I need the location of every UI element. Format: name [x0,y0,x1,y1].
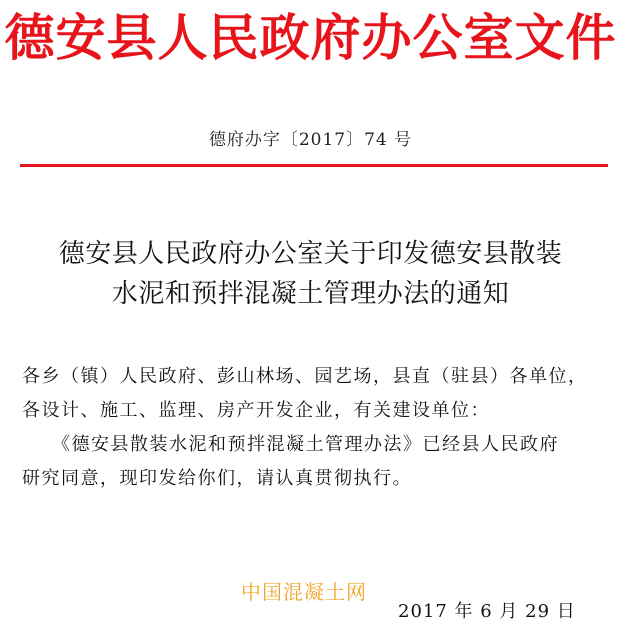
issue-date: 2017 年 6 月 29 日 [398,601,576,622]
site-watermark: 中国混凝土网 [241,580,367,604]
notice-title [0,234,621,314]
recipients-line-2: 各设计、施工、监理、房产开发企业，有关建设单位： [22,400,490,421]
document-masthead: 德安县人民政府办公室文件 [4,8,617,67]
body-paragraph-line-2: 研究同意，现印发给你们，请认真贯彻执行。 [22,468,412,489]
body-paragraph-line-1: 《德安县散装水泥和预拌混凝土管理办法》已经县人民政府 [52,434,559,455]
notice-title-line-2: 水泥和预拌混凝土管理办法的通知 [111,279,510,309]
notice-title-line-1: 德安县人民政府办公室关于印发德安县散装 [58,239,563,269]
recipients-line-1: 各乡（镇）人民政府、彭山林场、园艺场，县直（驻县）各单位， [22,366,588,387]
document-number: 德府办字〔2017〕74 号 [208,130,413,150]
notice-body [22,360,612,496]
red-divider-line [20,164,608,167]
